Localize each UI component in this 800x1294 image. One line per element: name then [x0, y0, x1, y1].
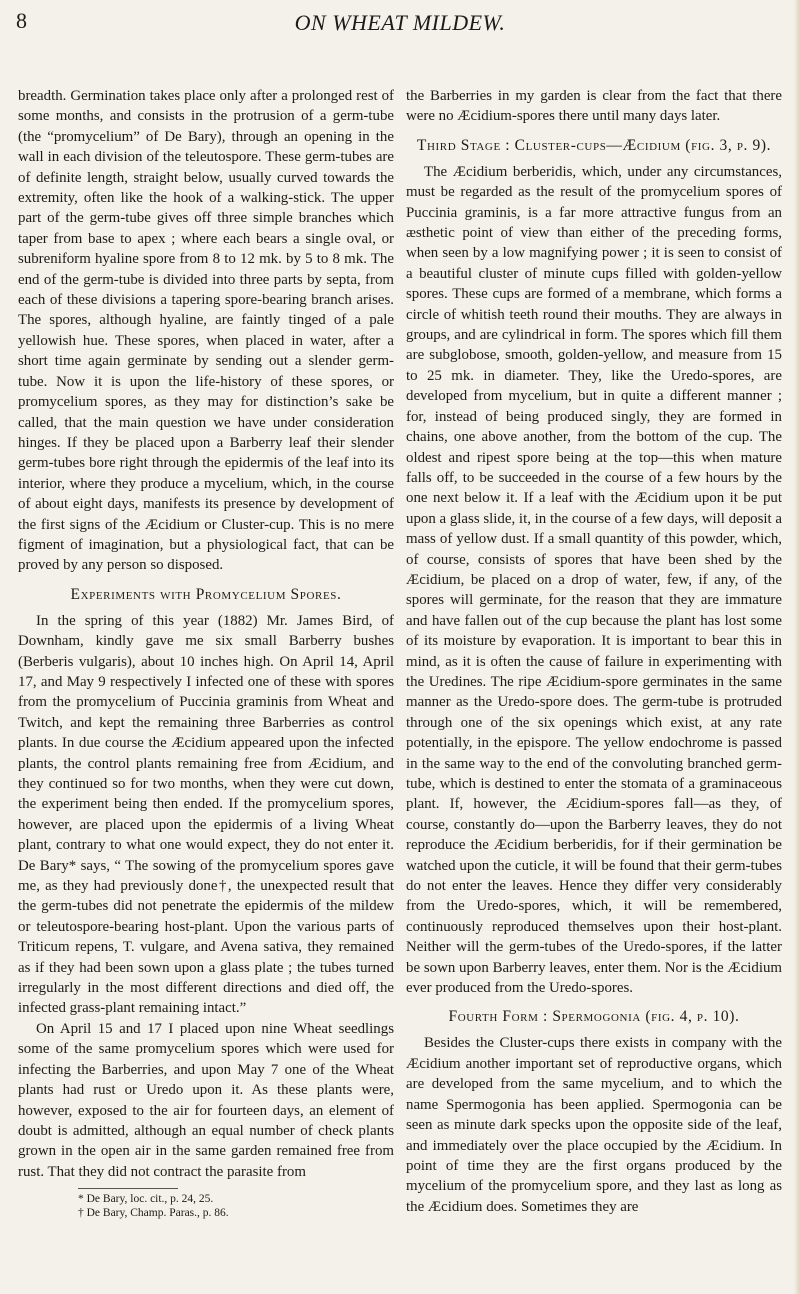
- paragraph: In the spring of this year (1882) Mr. James Bird, of Downham, kindly gave me six small Barberry bushes (Berberis vulgaris), about 10 inches high. On April 14, April 17, and May 9 respectively I infected one of these with spores from the promycelium of Puccinia graminis from Wheat and Twitch, and kept the remaining three Barberries as control plants. In due course the Æcidium appeared upon the infected plants, the control plants remaining free from Æcidium, and they continued so for two months, when they were cut down, the experiment being then ended. If the promycelium spores, however, are placed upon the epidermis of a living Wheat plant, contrary to what one would expect, they do not enter it. De Bary* says, “ The sowing of the promycelium spores gave me, as they had previously done†, the unexpected result that the germ-tubes did not penetrate the epidermis of the mildew or teleutospore-bearing host-plant. Upon the various parts of Triticum repens, T. vulgare, and Avena sativa, they remained as if they had been sown upon a glass plate ; the tubes turned irregularly in the most different directions and died off, the infected grass-plant remaining intact.”: [18, 612, 394, 1017]
- page-edge-shadow: [794, 0, 800, 1294]
- left-column: [18, 86, 394, 1220]
- running-title: ON WHEAT MILDEW.: [294, 10, 506, 35]
- footnote: † De Bary, Champ. Paras., p. 86.: [78, 1207, 229, 1220]
- paragraph: Besides the Cluster-cups there exists in company with the Æcidium another important set of reproductive organs, which are developed from the same mycelium, and to which the name Spermogonia has been applied. Spermogonia can be seen as minute dark specks upon the opposite side of the leaf, and immediately over the place occupied by the Æcidium. In point of time they are the first organs produced by the mycelium of the promycelium spore, and they last as long as the Æcidium does. Sometimes they are: [406, 1035, 782, 1215]
- section-heading: Third Stage : Cluster-cups—Æcidium (fig. 3, p. 9).: [416, 136, 772, 154]
- page-number: 8: [16, 8, 27, 33]
- paragraph: On April 15 and 17 I placed upon nine Wheat seedlings some of the same promycelium spores which were used for infecting the Barberries, and upon May 7 one of the Wheat plants had rust or Uredo upon it. As these plants were, however, exposed to the air for fourteen days, an element of doubt is admitted, although an equal number of check plants grown in the open air in the same garden remained free from rust. That they did not contract the parasite from: [18, 1020, 394, 1180]
- section-heading: Experiments with Promycelium Spores.: [70, 585, 342, 603]
- paragraph: the Barberries in my garden is clear from the fact that there were no Æcidium-spores there until many days later.: [406, 88, 782, 125]
- paragraph: breadth. Germination takes place only after a prolonged rest of some months, and consists in the protrusion of a germ-tube (the “promycelium” of De Bary), through an opening in the wall in each division of the teleutospore. These germ-tubes are of definite length, straight below, usually curved towards the extremity, often like the hook of a walking-stick. The upper part of the germ-tube gives off three simple branches which taper from base to apex ; where each bears a single oval, or subreniform hyaline spore from 8 to 12 mk. by 5 to 8 mk. The end of the germ-tube is divided into three parts by septa, from each of these divisions a tapering spore-bearing branch arises. The spores, although hyaline, are faintly tinged of a pale yellowish hue. These spores, when placed in water, after a short time again germinate by sending out a slender germ-tube. Now it is upon the life-history of these spores, or promycelium spores, as they may for distinction’s sake be called, that the main question we have under consideration hinges. If they be placed upon a Barberry leaf their slender germ-tubes bore right through the epidermis of the leaf into its interior, where they produce a mycelium, which, in the course of about eight days, manifests its presence by development of the first signs of the Æcidium or Cluster-cup. This is no mere figment of imagination, but a physiological fact, that can be proved by any person so disposed.: [18, 88, 394, 574]
- footnotes: [18, 1192, 394, 1220]
- section-heading: Fourth Form : Spermogonia (fig. 4, p. 10).: [448, 1008, 740, 1026]
- paragraph: The Æcidium berberidis, which, under any circumstances, must be regarded as the result of the promycelium spores of Puccinia graminis, is a far more attractive fungus from an æsthetic point of view than either of the preceding forms, when seen by a low magnifying power ; it is seen to consist of a beautiful cluster of minute cups filled with golden-yellow spores. These cups are formed of a membrane, which forms a circle of whitish teeth round their mouths. They are always in groups, and are cylindrical in form. The spores which fill them are subglobose, smooth, golden-yellow, and measure from 15 to 25 mk. in diameter. They, like the Uredo-spores, are developed from mycelium, but in quite a different manner ; for, instead of being produced singly, they are formed in chains, one above another, from the bottom of the cup. The oldest and ripest spore being at the top—this when mature falls off, to be succeeded in the course of a few hours by the one next below it. If a leaf with the Æcidium upon it be put upon a glass slide, it, in the course of a few days, will deposit a mass of yellow dust. If a small quantity of this powder, which, of course, consists of spores that have been shed by the Æcidium, be placed on a drop of water, few, if any, of the spores will germinate, for the reason that they are immature and have fallen out of the cup because the plant has lost some of its moisture by evaporation. It is important to bear this in mind, as it is often the cause of failure in experimenting with the Uredines. The ripe Æcidium-spore germinates in the same manner as the Uredo-spore does. The germ-tube is protruded through one of the six openings which exist, at any rate potentially, in the epispore. The yellow endochrome is passed in the same way to the end of the convoluting branched germ-tube, which is destined to enter the stomata of a graminaceous plant. If, however, the Æcidium-spores fall—as they, of course, constantly do—upon the Barberry leaves, they do not reproduce the Æcidium berberidis, for if their germination be watched upon the cuticle, it will be found that their germ-tubes do not enter the leaves. Hence they differ very considerably from the Uredo-spores, which, it will be remembered, continuously reproduced themselves upon their host-plant. Neither will the germ-tubes of the Uredo-spores, if the latter be sown upon Barberry leaves, enter them. Nor is the Æcidium ever produced from the Uredo-spores.: [406, 163, 782, 997]
- footnote: * De Bary, loc. cit., p. 24, 25.: [78, 1193, 214, 1206]
- page-header: [0, 8, 800, 44]
- right-column: [406, 86, 782, 1217]
